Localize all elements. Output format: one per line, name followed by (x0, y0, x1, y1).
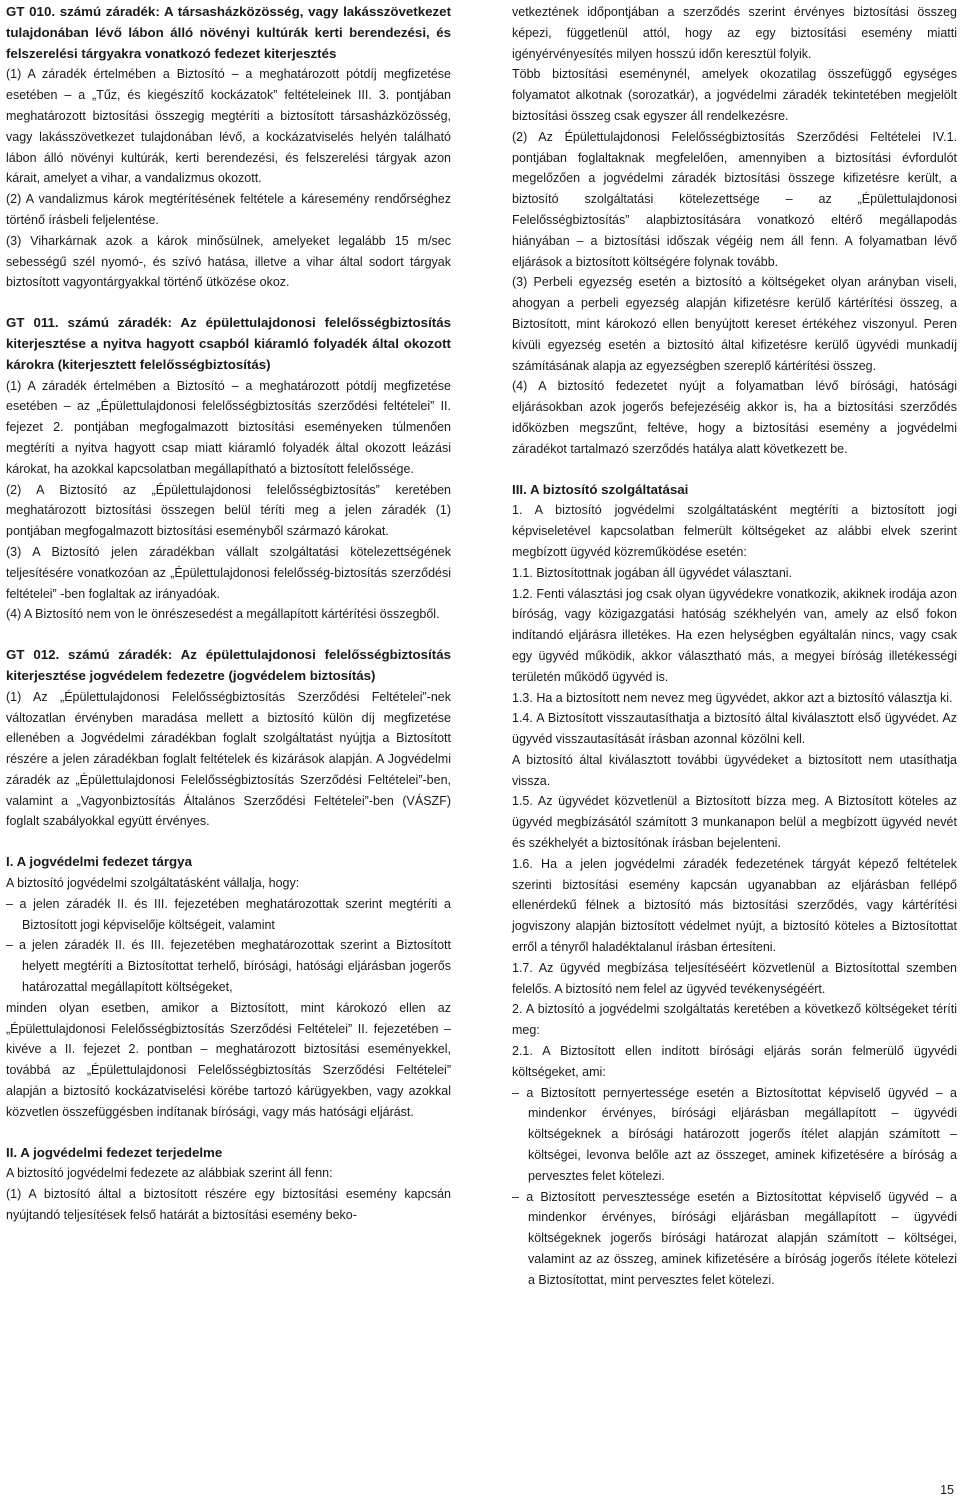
gt010-paragraph-3: (3) Viharkárnak azok a károk minősülnek, amelyeket legalább 15 m/sec sebességű szél nyomó-, és szívó hatása, illetve a vihar által sodort tárgyak biztosított vagyontárgyakkal történő ütközése okoz. (6, 233, 451, 290)
section-3-item-1-2: 1.2. Fenti választási jog csak olyan ügyvédekre vonatkozik, akiknek irodája azon bíróság, vagy közigazgatási hatóság székhelyén van, amely az első fokon indítandó eljárásra illetékes. Ha ezen helységben egyáltalán nincs, vagy csak egy ügyvéd működik, akkor választható más, a megyei bíróság illetékességi területén működő ügyvéd is. (512, 586, 957, 684)
section-3-item-2: 2. A biztosító a jogvédelmi szolgáltatás keretében a következő költségeket téríti meg: (512, 1002, 957, 1038)
section-1-dash-1: – a jelen záradék II. és III. fejezetében meghatározottak szerint megtéríti a Biztosított jogi képviselője költségeit, valamint (6, 896, 451, 932)
section-2-paragraph-3: (3) Perbeli egyezség esetén a biztosító a költségeket olyan arányban viseli, ahogyan a perbeli egyezség alapján kifizetésre kerülő kártérítési összeg, a Biztosított, mint károkozó ellen benyújtott kereset értékéhez viszonyul. Peren kívüli egyezség esetén a biztosító által kifizetésre kerülő ügyvédi munkadíj számításának alapja az egyezségben szereplő kártérítési összeg. (512, 275, 957, 373)
page-number: 15 (940, 1483, 954, 1497)
section-3-item-1-4-note: A biztosító által kiválasztott további ügyvédeket a biztosított nem utasíthatja vissza. (512, 752, 957, 788)
section-1-intro: A biztosító jogvédelmi szolgáltatásként vállalja, hogy: (6, 876, 300, 891)
section-1-title: I. A jogvédelmi fedezet tárgya (6, 854, 192, 870)
gt010-paragraph-1: (1) A záradék értelmében a Biztosító – a meghatározott pótdíj megfizetése esetében – a „Tűz, és kiegészítő kockázatok” feltételeinek III. 3. pontjában meghatározott biztosítási összegig megtéríti a biztosított társasházközösség, vagy lakásszövetkezet tulajdonában lévő, a kockázatviselés helyén található lábon álló növényi kultúrák, kerti berendezési, és felszerelési tárgyak azon kárait, amelyet a vihar, a vandalizmus okozott. (6, 67, 451, 186)
section-2-paragraph-1: (1) A biztosító által a biztosított részére egy biztosítási esemény kapcsán nyújtandó teljesítések felső határát a biztosítási esemény beko- (6, 1187, 451, 1223)
gt011-paragraph-1: (1) A záradék értelmében a Biztosító – a meghatározott pótdíj megfizetése esetében – az „Épülettulajdonosi felelősségbiztosítás szerződési feltételei” II. fejezet 2. pontjában megfogalmazott biztosítási eseményeken túlmenően megtéríti a nyitva hagyott csap miatt kiáramló folyadék által okozott leázási károkat, ha azokkal kapcsolatban megállapítható a biztosított felelőssége. (6, 378, 451, 476)
section-2-intro: A biztosító jogvédelmi fedezete az alábbiak szerint áll fenn: (6, 1166, 333, 1181)
section-3-item-1: 1. A biztosító jogvédelmi szolgáltatásként megtéríti a biztosított jogi képviseletével kapcsolatban felmerült költségeket az alábbi elvek szerint megbízott ügyvéd közreműködése esetén: (512, 503, 957, 559)
section-3-dash-1: – a Biztosított pernyertessége esetén a Biztosítottat képviselő ügyvéd – a mindenkor érvényes, bírósági eljárásban megállapított – ügyvédi költségeknek a bírósági határozott jogerős ítélet alapján számított – költségei, levonva belőle azt az összeget, aminek kifizetésére a bíróság a pervesztes felet kötelezi. (512, 1085, 957, 1183)
section-3-item-2-1: 2.1. A Biztosított ellen indított bírósági eljárás során felmerülő ügyvédi költségeket, ami: (512, 1044, 957, 1079)
gt012-paragraph-1: (1) Az „Épülettulajdonosi Felelősségbiztosítás Szerződési Feltételei”-nek változatlan érvényben maradása mellett a biztosító külön díj megfizetése ellenében a Jogvédelmi záradékban foglalt szolgáltatást nyújtja a Biztosított részére a jelen záradékban foglalt feltételek és kizárások alapján. A Jogvédelmi záradék az „Épülettulajdonosi Felelősségbiztosítás Szerződési Feltételei”-ben, valamint a „Vagyonbiztosítás Általános Szerződési Feltételei”-ben (VÁSZF) foglalt szabályokkal együtt érvényes. (6, 689, 451, 829)
section-1-rest: minden olyan esetben, amikor a Biztosított, mint károkozó ellen az „Épülettulajdonosi Felelősségbiztosítás Szerződési Feltételei” II. fejezetében – kivéve a II. fejezet 2. pontban – meghatározott biztosítási eseményekkel, továbbá az „Épülettulajdonosi Felelősségbiztosítás Szerződési Feltételei” alapján a biztosító kockázatviselési körébe tartozó kárügyekben, vagy azokkal közvetlen összefüggésben indítanak bírósági, vagy más hatósági eljárást. (6, 1000, 451, 1119)
section-3-item-1-3: 1.3. Ha a biztosított nem nevez meg ügyvédet, akkor azt a biztosító választja ki. (512, 690, 953, 705)
section-3-item-1-6: 1.6. Ha a jelen jogvédelmi záradék fedezetének tárgyát képező feltételek szerinti biztosítási esemény kapcsán ugyanabban az eljárásban fellépő ellenérdekű félnek a biztosító más biztosítási szerződés, vagy kártérítési jogviszony alapján biztosított védelmet nyújt, a biztosító köteles a Biztosítottat erről a tényről haladéktalanul írásban értesíteni. (512, 856, 957, 955)
gt011-paragraph-3: (3) A Biztosító jelen záradékban vállalt szolgáltatási kötelezettségének teljesítésére vonatkozóan az „Épülettulajdonosi felelősség-biztosítás szerződési feltételei” -ben foglaltak az irányadóak. (6, 544, 451, 601)
section-3-item-1-5: 1.5. Az ügyvédet közvetlenül a Biztosított bízza meg. A Biztosított köteles az ügyvéd megbízásától számított 3 munkanapon belül a megbízott ügyvéd nevét és székhelyét a biztosítónak írásban bejelenteni. (512, 794, 957, 851)
section-1-dash-2: – a jelen záradék II. és III. fejezetében meghatározottak szerint a Biztosított helyett megtéríti a Biztosítottat terhelő, bírósági, hatósági eljárásban jogerős határozattal megállapított költségeket, (6, 938, 451, 995)
continuation-paragraph-2: Több biztosítási eseménynél, amelyek okozatilag összefüggő egységes folyamatot alkotnak (sorozatkár), a jogvédelmi záradék tekintetében megjelölt biztosítási összeg csak egyszer áll rendelkezésre. (512, 67, 957, 123)
section-3-item-1-1: 1.1. Biztosítottnak jogában áll ügyvédet választani. (512, 565, 793, 580)
section-2-paragraph-2: (2) Az Épülettulajdonosi Felelősségbiztosítás Szerződési Feltételei IV.1. pontjában foglaltaknak megfelelően, amennyiben a biztosítási évfordulót megelőzően a jogvédelmi záradék biztosítási összege kifizetésre került, a biztosító szolgáltatási kötelezettsége – az „Épülettulajdonosi Felelősségbiztosítás” alapbiztosítására vonatkozó eltérő megállapodás hiányában – a biztosítási időszak végéig nem áll fenn. A folyamatban lévő eljárások a biztosított költségére folynak tovább. (512, 129, 957, 269)
section-3-item-1-4: 1.4. A Biztosított visszautasíthatja a biztosító által kiválasztott első ügyvédet. Az ügyvéd visszautasítását írásban azonnal közölni kell. (512, 711, 957, 747)
section-2-title: II. A jogvédelmi fedezet terjedelme (6, 1144, 223, 1160)
section-2-paragraph-4: (4) A biztosító fedezetet nyújt a folyamatban lévő bírósági, hatósági eljárásokban azok jogerős befejezéséig akkor is, ha a biztosítási szerződés időközben megszűnt, feltéve, hogy a biztosítási esemény a jogvédelmi záradékot tartalmazó szerződés hatálya alatt következett be. (512, 379, 957, 456)
continuation-paragraph-1: vetkeztének időpontjában a szerződés szerint érvényes biztosítási összeg képezi, függetlenül attól, hogy az egy biztosítási esemény miatti igényérvényesítés milyen hosszú időn keresztül folyik. (512, 5, 957, 61)
gt012-title: GT 012. számú záradék: Az épülettulajdonosi felelősségbiztosítás kiterjesztése jogvédelem fedezetre (jogvédelem biztosítás) (6, 647, 451, 683)
right-column (512, 2, 957, 1291)
section-3-item-1-7: 1.7. Az ügyvéd megbízása teljesítéséért közvetlenül a Biztosítottal szemben felelős. A biztosító nem felel az ügyvéd tevékenységéért. (512, 960, 957, 996)
gt011-paragraph-4: (4) A Biztosító nem von le önrészesedést a megállapított kártérítési összegből. (6, 607, 440, 622)
gt011-title: GT 011. számú záradék: Az épülettulajdonosi felelősségbiztosítás kiterjesztése a nyitva hagyott csapból kiáramló folyadék által okozott károkra (kiterjesztett felelősségbiztosítás) (6, 315, 451, 372)
gt010-paragraph-2: (2) A vandalizmus károk megtérítésének feltétele a káresemény rendőrséghez történő írásbeli feljelentése. (6, 192, 451, 227)
gt011-paragraph-2: (2) A Biztosító az „Épülettulajdonosi felelősségbiztosítás” keretében meghatározott biztosítási összegen belül téríti meg a jelen záradék (1) pontjában megfogalmazott biztosítási eseményből származó károkat. (6, 482, 451, 539)
gt010-title: GT 010. számú záradék: A társasházközösség, vagy lakásszövetkezet tulajdonában lévő lábon álló növényi kultúrák kerti berendezési, és felszerelési tárgyakra vonatkozó fedezet kiterjesztés (6, 4, 451, 61)
left-column (6, 2, 451, 1226)
section-3-title: III. A biztosító szolgáltatásai (512, 481, 689, 497)
section-3-dash-2: – a Biztosított pervesztessége esetén a Biztosítottat képviselő ügyvéd – a mindenkor érvényes, bírósági eljárásban megállapított – ügyvédi költségeknek jogerős bírósági határozat alapján számított – költségei, valamint az az összeg, aminek kifizetésére a bíróság jogerős ítélete kötelezi a Biztosítottat, mint pervesztes felet kötelezi. (512, 1189, 957, 1287)
